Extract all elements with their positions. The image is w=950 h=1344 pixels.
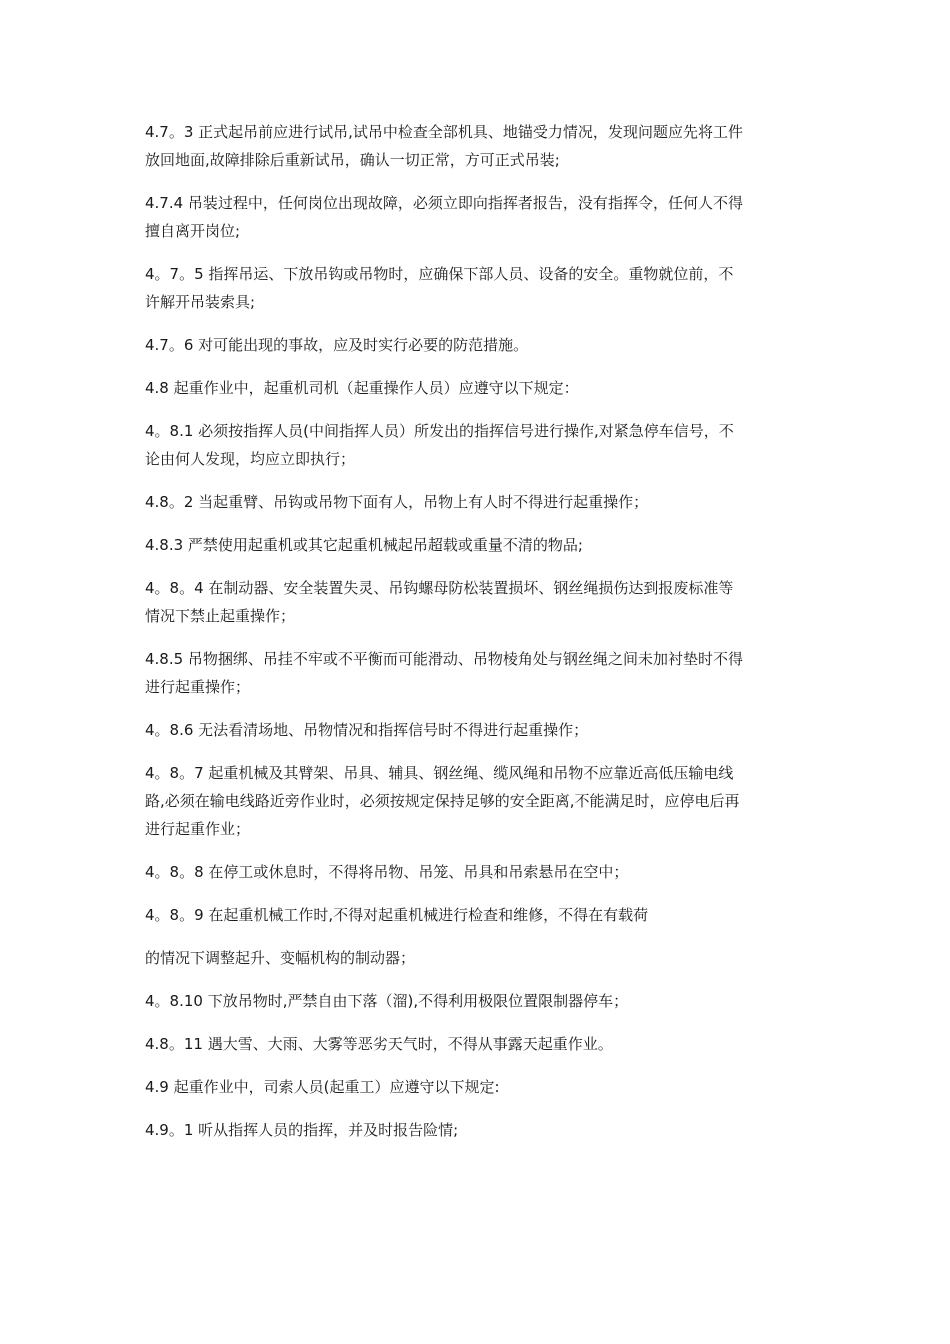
text-line: 4。8.10 下放吊物时,严禁自由下落（溜),不得利用极限位置限制器停车；	[145, 992, 629, 1010]
paragraph	[145, 987, 810, 1015]
paragraph	[145, 189, 810, 245]
text-line: 情况下禁止起重操作；	[145, 607, 296, 625]
text-line: 4.7。6 对可能出现的事故，应及时实行必要的防范措施。	[145, 336, 529, 354]
text-line: 4.9 起重作业中，司索人员(起重工）应遵守以下规定:	[145, 1078, 500, 1096]
text-line: 的情况下调整起升、变幅机构的制动器；	[145, 949, 416, 967]
paragraph	[145, 944, 810, 972]
paragraph	[145, 716, 810, 744]
paragraph	[145, 331, 810, 359]
paragraph	[145, 118, 810, 174]
paragraph-gap	[145, 1058, 810, 1073]
paragraph	[145, 645, 810, 701]
paragraph-gap	[145, 701, 810, 716]
paragraph	[145, 1073, 810, 1101]
text-line: 4.8。2 当起重臂、吊钩或吊物下面有人，吊物上有人时不得进行起重操作；	[145, 493, 649, 511]
paragraph-gap	[145, 559, 810, 574]
paragraph-list	[145, 118, 810, 1144]
paragraph	[145, 1116, 810, 1144]
paragraph-gap	[145, 316, 810, 331]
text-line: 4。8。4 在制动器、安全装置失灵、吊钩螺母防松装置损坏、钢丝绳损伤达到报废标准等	[145, 579, 734, 597]
text-line: 4。8。9 在起重机械工作时,不得对起重机械进行检查和维修，不得在有载荷	[145, 906, 649, 924]
paragraph-gap	[145, 359, 810, 374]
paragraph-gap	[145, 972, 810, 987]
paragraph	[145, 488, 810, 516]
text-line: 4。8.6 无法看清场地、吊物情况和指挥信号时不得进行起重操作；	[145, 721, 589, 739]
paragraph	[145, 1030, 810, 1058]
text-line: 4.7.4 吊装过程中，任何岗位出现故障，必须立即向指挥者报告，没有指挥令，任何人不得	[145, 194, 743, 212]
paragraph-gap	[145, 843, 810, 858]
text-line: 进行起重作业；	[145, 820, 251, 838]
paragraph	[145, 260, 810, 316]
text-line: 擅自离开岗位;	[145, 222, 241, 240]
text-line: 4。7。5 指挥吊运、下放吊钩或吊物时，应确保下部人员、设备的安全。重物就位前，不	[145, 265, 734, 283]
paragraph-gap	[145, 174, 810, 189]
text-line: 4.9。1 听从指挥人员的指挥，并及时报告险情;	[145, 1121, 459, 1139]
paragraph-gap	[145, 516, 810, 531]
text-line: 4。8。8 在停工或休息时，不得将吊物、吊笼、吊具和吊索悬吊在空中；	[145, 863, 629, 881]
document-body	[145, 118, 810, 1144]
text-line: 4.7。3 正式起吊前应进行试吊,试吊中检查全部机具、地锚受力情况，发现问题应先将工件	[145, 123, 743, 141]
text-line: 4。8.1 必须按指挥人员(中间指挥人员）所发出的指挥信号进行操作,对紧急停车信号，不	[145, 422, 734, 440]
paragraph	[145, 531, 810, 559]
paragraph	[145, 901, 810, 929]
text-line: 4.8。11 遇大雪、大雨、大雾等恶劣天气时，不得从事露天起重作业。	[145, 1035, 613, 1053]
paragraph-gap	[145, 402, 810, 417]
text-line: 路,必须在输电线路近旁作业时，必须按规定保持足够的安全距离,不能满足时，应停电后再	[145, 792, 740, 810]
paragraph	[145, 858, 810, 886]
paragraph-gap	[145, 1101, 810, 1116]
text-line: 放回地面,故障排除后重新试吊，确认一切正常，方可正式吊装;	[145, 151, 560, 169]
paragraph-gap	[145, 886, 810, 901]
paragraph-gap	[145, 473, 810, 488]
text-line: 许解开吊装索具;	[145, 293, 256, 311]
paragraph	[145, 759, 810, 843]
paragraph-gap	[145, 744, 810, 759]
paragraph	[145, 374, 810, 402]
paragraph	[145, 574, 810, 630]
text-line: 论由何人发现，均应立即执行；	[145, 450, 356, 468]
text-line: 4.8 起重作业中，起重机司机（起重操作人员）应遵守以下规定：	[145, 379, 579, 397]
paragraph	[145, 417, 810, 473]
paragraph-gap	[145, 630, 810, 645]
text-line: 4.8.3 严禁使用起重机或其它起重机械起吊超载或重量不清的物品;	[145, 536, 583, 554]
paragraph-gap	[145, 245, 810, 260]
text-line: 4.8.5 吊物捆绑、吊挂不牢或不平衡而可能滑动、吊物棱角处与钢丝绳之间未加衬垫时不得	[145, 650, 743, 668]
paragraph-gap	[145, 929, 810, 944]
text-line: 进行起重操作；	[145, 678, 251, 696]
text-line: 4。8。7 起重机械及其臂架、吊具、辅具、钢丝绳、缆风绳和吊物不应靠近高低压输电线	[145, 764, 734, 782]
paragraph-gap	[145, 1015, 810, 1030]
